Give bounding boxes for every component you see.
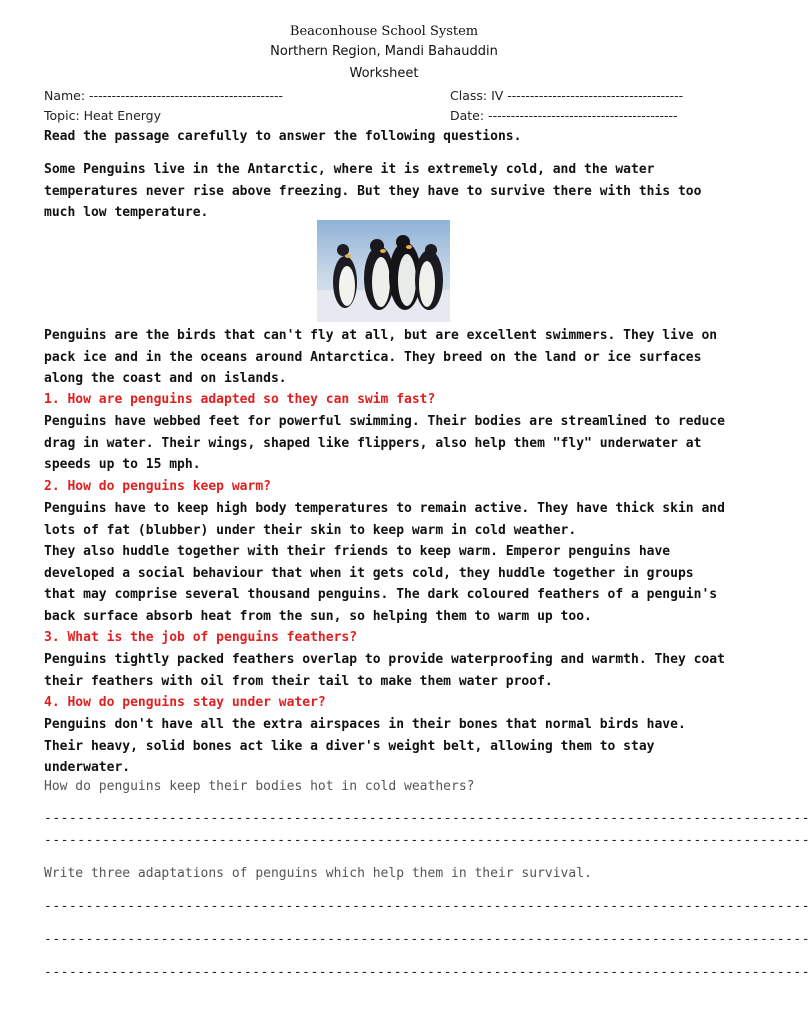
penguin-photo: [317, 220, 450, 322]
answer-line[interactable]: --------------------------------------------------------------------------------------------: [44, 932, 810, 947]
exercise-prompt-1: How do penguins keep their bodies hot in cold weathers?: [44, 779, 475, 794]
instruction-text: Read the passage carefully to answer the following questions.: [44, 129, 522, 144]
topic-field: Topic: Heat Energy: [44, 108, 162, 123]
intro-paragraph: Some Penguins live in the Antarctic, where it is extremely cold, and the water temperatures never rise above freezing. But they have to survive there with this too much low temperature.: [44, 162, 702, 220]
exercise-prompt-2: Write three adaptations of penguins which help them in their survival.: [44, 866, 592, 881]
date-field: Date: ------------------------------------------: [450, 108, 678, 123]
question-4: 4. How do penguins stay under water?: [44, 695, 326, 710]
class-field: Class: IV ---------------------------------------: [450, 88, 684, 103]
school-name: Beaconhouse School System: [289, 24, 479, 39]
answer-line[interactable]: --------------------------------------------------------------------------------------------: [44, 811, 810, 826]
answer-2: Penguins have to keep high body temperatures to remain active. They have thick skin and lots of fat (blubber) under their skin to keep warm in cold weather.: [44, 501, 725, 538]
answer-3: Penguins tightly packed feathers overlap to provide waterproofing and warmth. They coat their feathers with oil from their tail to make them water proof.: [44, 652, 725, 689]
region-name: Northern Region, Mandi Bahauddin: [270, 44, 498, 59]
name-field: Name: -------------------------------------------: [44, 88, 284, 103]
answer-1: Penguins have webbed feet for powerful swimming. Their bodies are streamlined to reduce drag in water. Their wings, shaped like flippers, also help them "fly" underwater at speeds up to 15 mph.: [44, 414, 725, 472]
answer-line[interactable]: --------------------------------------------------------------------------------------------: [44, 899, 810, 914]
answer-line[interactable]: --------------------------------------------------------------------------------------------: [44, 833, 810, 848]
answer-2-continued: They also huddle together with their friends to keep warm. Emperor penguins have developed a social behaviour that when it gets cold, they huddle together in groups that may comprise several thousand penguins. The dark coloured feathers of a penguin's back surface absorb heat from the sun, so helping them to warm up too.: [44, 544, 718, 624]
birds-paragraph: Penguins are the birds that can't fly at all, but are excellent swimmers. They live on pack ice and in the oceans around Antarctica. They breed on the land or ice surfaces along the coast and on islands.: [44, 328, 718, 386]
question-2: 2. How do penguins keep warm?: [44, 479, 271, 494]
penguins-image: [317, 220, 450, 322]
question-1: 1. How are penguins adapted so they can swim fast?: [44, 392, 436, 407]
answer-line[interactable]: --------------------------------------------------------------------------------------------: [44, 965, 810, 980]
question-3: 3. What is the job of penguins feathers?: [44, 630, 358, 645]
answer-4: Penguins don't have all the extra airspaces in their bones that normal birds have. Their heavy, solid bones act like a diver's weight belt, allowing them to stay underwater.: [44, 717, 686, 775]
worksheet-title: Worksheet: [349, 66, 419, 81]
